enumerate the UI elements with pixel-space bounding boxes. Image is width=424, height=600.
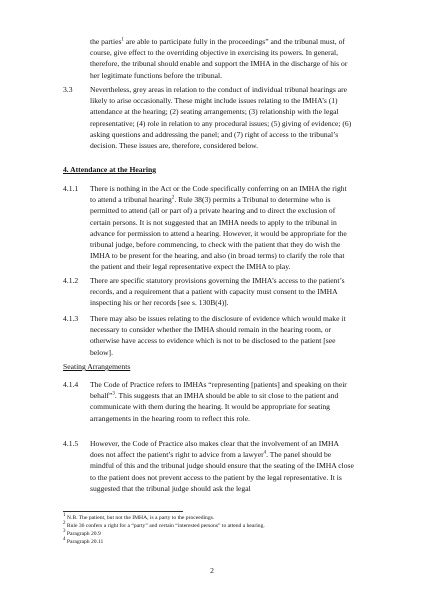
footnote-ref-2: 2 bbox=[171, 195, 175, 201]
paragraph-number-3-3: 3.3 bbox=[63, 85, 73, 94]
text-run: There is nothing in the Act or the Code specifically conferring on an IMHA the right to attend a tribunal hearing bbox=[90, 184, 347, 205]
text-run: However, the Code of Practice also makes clear that the involvement of an IMHA does not affect the patient’s right to advice from a lawyer bbox=[90, 439, 339, 460]
footnote-marker: 1 bbox=[63, 513, 66, 519]
footnote-text: N.B. The patient, but not the IMHA, is a party to the proceedings. bbox=[65, 515, 215, 521]
footnote-4 bbox=[63, 539, 363, 547]
footnote-1 bbox=[63, 515, 363, 523]
footnote-separator bbox=[63, 511, 183, 512]
footnote-text: Rule 36 confers a right for a “party” and certain “interested persons” to attend a hearing. bbox=[65, 523, 265, 529]
paragraph-4-1-2: There are specific statutory provisions governing the IMHA’s access to the patient’s records, and a requirement that a patient with capacity must consent to the IMHA inspecting his or her records [see s. 130B(4)]. bbox=[90, 276, 345, 308]
footnote-text: Paragraph 20.9 bbox=[65, 531, 101, 537]
footnote-ref-1: 1 bbox=[121, 37, 124, 43]
section-heading-attendance: 4. Attendance at the Hearing bbox=[63, 165, 157, 174]
text-run: are able to participate fully in the proceedings” and the tribunal must, of course, give effect to the overriding objective in exercising its powers. In general, therefore, the tribunal should enable and support the IMHA in the discharge of his or her legitimate functions before the tribunal. bbox=[90, 37, 348, 80]
paragraph-4-1-5 bbox=[90, 438, 354, 494]
text-run: . Rule 38(3) permits a Tribunal to determine who is permitted to attend (all or part of) a private hearing and to direct the exclusion of certain persons. It is not suggested that an IMHA needs to apply to the tribunal in advance for permission to attend a hearing. However, it would be appropriate for the tribunal judge, before commencing, to check with the patient that they do wish the IMHA to be present for the hearing, and also (in broad terms) to clarify the role that the patient and their legal representative expect the IMHA to play. bbox=[90, 195, 347, 272]
paragraph-4-1-3: There may also be issues relating to the disclosure of evidence which would make it necessary to consider whether the IMHA should remain in the hearing room, or otherwise have access to evidence which is not to be disclosed to the patient [see below]. bbox=[90, 314, 346, 357]
page-number: 2 bbox=[210, 566, 214, 575]
footnote-2 bbox=[63, 523, 363, 531]
footnote-text: Paragraph 20.11 bbox=[65, 539, 104, 545]
footnote-ref-3: 3 bbox=[112, 391, 115, 397]
footnote-marker: 2 bbox=[63, 521, 66, 527]
paragraph-number-4-1-1: 4.1.1 bbox=[63, 184, 79, 193]
paragraph-number-4-1-4: 4.1.4 bbox=[63, 380, 79, 389]
paragraph-number-4-1-3: 4.1.3 bbox=[63, 314, 79, 323]
text-run: the parties bbox=[90, 37, 122, 46]
footnote-marker: 3 bbox=[63, 529, 66, 535]
paragraph-4-1-1 bbox=[90, 183, 354, 273]
paragraph-3-3: Nevertheless, grey areas in relation to the conduct of individual tribunal hearings are likely to arise occasionally. These might include issues relating to the IMHA’s (1) attendance at the hearing; (2) seating arrangements; (3) relationship with the legal representative; (4) role in relation to any procedural issues; (5) giving of evidence; (6) asking questions and addressing the panel; and (7) right of access to the tribunal’s decision. These issues are, therefore, considered below. bbox=[90, 85, 352, 151]
text-run: . The panel should be mindful of this and the tribunal judge should ensure that the seating of the IMHA close to the patient does not prevent access to the patient by the legal representative. It is suggested that the tribunal judge should ask the legal bbox=[90, 450, 354, 493]
text-run: The Code of Practice refers to IMHAs “representing [patients] and speaking on their behalf” bbox=[90, 380, 347, 401]
paragraph-number-4-1-2: 4.1.2 bbox=[63, 276, 79, 285]
paragraph-number-4-1-5: 4.1.5 bbox=[63, 439, 79, 448]
text-run: . This suggests that an IMHA should be able to sit close to the patient and communicate with them during the hearing. It would be appropriate for seating arrangements in the hearing room to reflect this role. bbox=[90, 391, 339, 423]
footnote-marker: 4 bbox=[63, 537, 66, 543]
subheading-seating-arrangements: Seating Arrangements bbox=[63, 362, 131, 371]
paragraph-continued bbox=[90, 36, 354, 81]
footnote-3 bbox=[63, 531, 363, 539]
paragraph-4-1-4 bbox=[90, 379, 354, 424]
footnote-ref-4: 4 bbox=[263, 450, 267, 456]
